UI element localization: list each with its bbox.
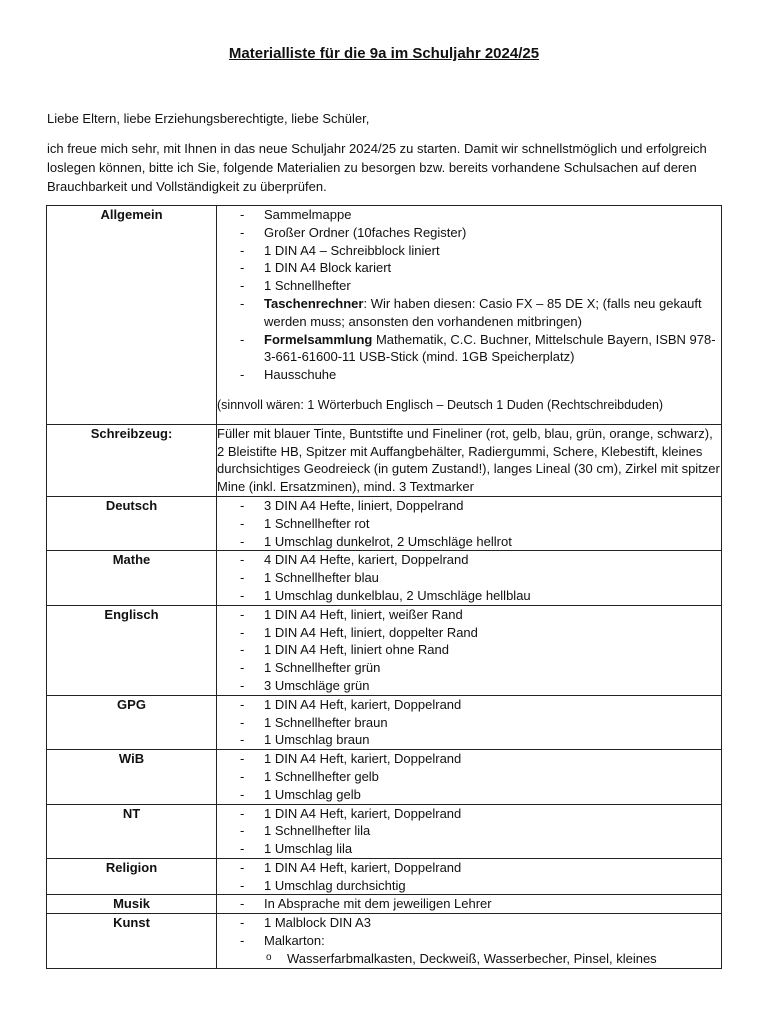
- list-item: - 1 Umschlag dunkelrot, 2 Umschläge hellrot: [240, 533, 512, 549]
- list-item: - 1 DIN A4 Heft, liniert, weißer Rand: [240, 606, 463, 622]
- list-item: - 1 Schnellhefter: [240, 278, 351, 294]
- item-list: [217, 750, 721, 803]
- item-list: [217, 805, 721, 858]
- table-row: [47, 695, 722, 749]
- list-item: - 1 Umschlag dunkelblau, 2 Umschläge hellblau: [240, 587, 531, 603]
- item-list: [217, 859, 721, 895]
- content-cell: [217, 496, 722, 550]
- subject-cell: Mathe: [47, 551, 217, 605]
- table-row: [47, 895, 722, 914]
- item-list: [217, 696, 721, 749]
- list-item: - Sammelmappe: [240, 207, 352, 222]
- list-item: - 1 Umschlag durchsichtig: [240, 877, 406, 893]
- item-list: [217, 914, 721, 967]
- list-item: - 1 Schnellhefter lila: [240, 823, 371, 839]
- content-cell: [217, 551, 722, 605]
- list-item: - Formelsammlung Mathematik, C.C. Buchner, Mittelschule Bayern, ISBN 978-3-661-61600-11 USB-Stick (mind. 1GB Speicherplatz): [240, 331, 716, 365]
- subject-cell: Kunst: [47, 914, 217, 968]
- content-cell: [217, 895, 722, 914]
- list-item: - 1 Schnellhefter gelb: [240, 768, 379, 784]
- subject-cell: Englisch: [47, 605, 217, 695]
- list-item: - 1 Umschlag gelb: [240, 786, 361, 802]
- list-item: - 1 DIN A4 Heft, kariert, Doppelrand: [240, 859, 462, 875]
- list-item: - 1 DIN A4 Heft, kariert, Doppelrand: [240, 751, 462, 767]
- content-cell: [217, 605, 722, 695]
- list-item: - Großer Ordner (10faches Register): [240, 224, 467, 240]
- list-item: - 1 Schnellhefter braun: [240, 714, 388, 730]
- list-item: - In Absprache mit dem jeweiligen Lehrer: [240, 896, 492, 912]
- item-list: [217, 206, 721, 384]
- table-row: [47, 424, 722, 496]
- content-cell: [217, 695, 722, 749]
- table-row: [47, 858, 722, 895]
- subject-cell: Deutsch: [47, 496, 217, 550]
- materials-table: [46, 205, 722, 969]
- list-item: - 4 DIN A4 Hefte, kariert, Doppelrand: [240, 552, 469, 568]
- item-list: [217, 606, 721, 695]
- content-cell: [217, 914, 722, 968]
- list-item: - 1 DIN A4 Heft, kariert, Doppelrand: [240, 805, 462, 821]
- document-title: Materialliste für die 9a im Schuljahr 2024/25: [228, 45, 540, 62]
- list-item: - Malkarton: o Wasserfarbmalkasten, Deckweiß, Wasserbecher, Pinsel, kleines: [217, 932, 721, 968]
- list-item: - 1 Schnellhefter rot: [240, 515, 370, 531]
- content-cell: [217, 804, 722, 858]
- table-row: [47, 496, 722, 550]
- list-item: - 1 Schnellhefter blau: [240, 570, 379, 586]
- item-list: [217, 497, 721, 550]
- greeting-text: Liebe Eltern, liebe Erziehungsberechtigte, liebe Schüler,: [47, 111, 370, 126]
- list-item: - Taschenrechner: Wir haben diesen: Casio FX – 85 DE X; (falls neu gekauft werden muss; ansonsten den vorhandenen mitbringen): [240, 295, 702, 329]
- content-cell: [217, 750, 722, 804]
- subject-cell: GPG: [47, 695, 217, 749]
- list-item: - 1 DIN A4 Heft, liniert ohne Rand: [240, 642, 449, 658]
- table-row: [47, 750, 722, 804]
- item-list: [217, 551, 721, 604]
- table-row: [47, 551, 722, 605]
- list-item: - 1 Umschlag lila: [240, 841, 353, 857]
- content-cell: [217, 206, 722, 425]
- item-list: [217, 895, 721, 913]
- list-item: - 1 DIN A4 – Schreibblock liniert: [240, 242, 440, 258]
- list-item: - 1 DIN A4 Heft, liniert, doppelter Rand: [240, 624, 478, 640]
- list-item: - 1 DIN A4 Block kariert: [240, 260, 392, 276]
- content-cell: [217, 858, 722, 895]
- intro-paragraph: ich freue mich sehr, mit Ihnen in das neue Schuljahr 2024/25 zu starten. Damit wir schnellstmöglich und erfolgreich loslegen können, bitte ich Sie, folgende Materialien zu besorgen bzw. bereits vorhandene Schulsachen auf deren Brauchbarkeit und Vollständigkeit zu überprüfen.: [47, 141, 707, 194]
- table-row: [47, 605, 722, 695]
- list-item: - 3 Umschläge grün: [240, 677, 370, 693]
- content-cell: Füller mit blauer Tinte, Buntstifte und Fineliner (rot, gelb, blau, grün, orange, schwarz), 2 Bleistifte HB, Spitzer mit Auffangbehälter, Radiergummi, Schere, Klebestift, kleines durchsichtiges Geodreieck (in gutem Zustand!), langes Lineal (30 cm), Zirkel mit spitzer Mine (inkl. Ersatzminen), mind. 3 Textmarker: [217, 424, 722, 496]
- sub-list-item: o Wasserfarbmalkasten, Deckweiß, Wasserbecher, Pinsel, kleines: [266, 951, 657, 967]
- subject-cell: Musik: [47, 895, 217, 914]
- list-item: - 1 Malblock DIN A3: [240, 915, 371, 931]
- table-row: [47, 804, 722, 858]
- subject-cell: WiB: [47, 750, 217, 804]
- subject-cell: Allgemein: [47, 206, 217, 425]
- table-row: [47, 206, 722, 425]
- subject-cell: Religion: [47, 858, 217, 895]
- table-row: [47, 914, 722, 968]
- list-item: - Hausschuhe: [240, 367, 337, 383]
- sub-item-list: [264, 950, 721, 968]
- list-item: - 3 DIN A4 Hefte, liniert, Doppelrand: [240, 497, 464, 513]
- subject-cell: NT: [47, 804, 217, 858]
- list-item: - 1 Schnellhefter grün: [240, 660, 381, 676]
- subject-cell: Schreibzeug:: [47, 424, 217, 496]
- list-item: - 1 DIN A4 Heft, kariert, Doppelrand: [240, 696, 462, 712]
- list-item: - 1 Umschlag braun: [240, 732, 370, 748]
- note-text: (sinnvoll wären: 1 Wörterbuch Englisch – Deutsch 1 Duden (Rechtschreibduden): [217, 397, 664, 412]
